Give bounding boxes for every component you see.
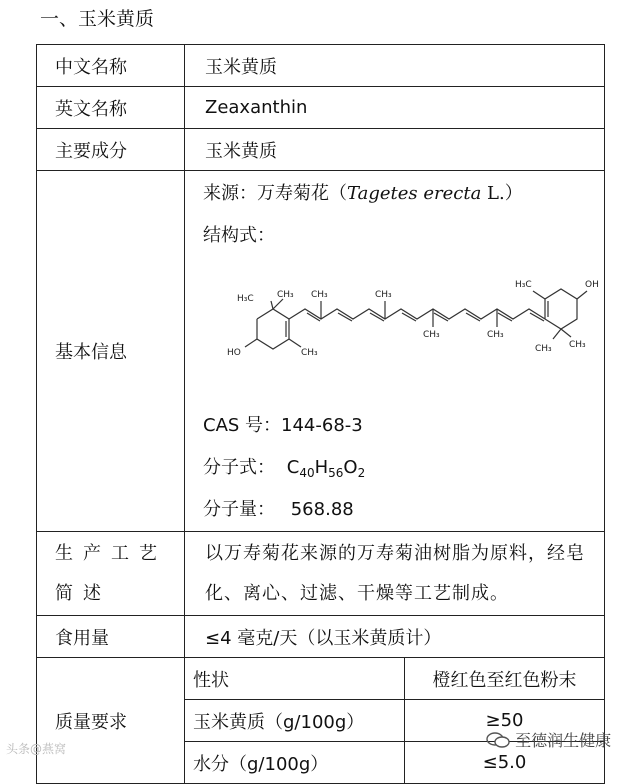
cas-line: CAS 号：144-68-3	[203, 415, 363, 436]
h3c-label-left: H₃C	[237, 294, 254, 304]
quality-item-value: ≥50	[405, 700, 605, 742]
spec-table	[36, 44, 605, 784]
cn-name-value: 玉米黄质	[185, 45, 605, 87]
row-process	[37, 532, 605, 616]
oh-label: OH	[585, 280, 599, 290]
row-quality-1	[37, 658, 605, 700]
watermark-right-text: 至德润生健康	[515, 731, 612, 750]
ch3-label-right-1: CH₃	[569, 340, 586, 350]
formula-h: H	[314, 457, 329, 478]
quality-label: 质量要求	[37, 658, 185, 784]
section-heading: 一、玉米黄质	[40, 8, 155, 30]
main-component-value: 玉米黄质	[185, 129, 605, 171]
ch3-label-right-2: CH₃	[535, 344, 552, 354]
source-prefix: 来源：万寿菊花（	[203, 183, 347, 204]
watermark-left: 头条@燕窝	[6, 742, 67, 756]
quality-item-value: 橙红色至红色粉末	[405, 658, 605, 700]
en-name-value: Zeaxanthin	[185, 87, 605, 129]
row-intake	[37, 616, 605, 658]
formula-o: O	[343, 457, 358, 478]
basic-info-cell	[185, 171, 605, 532]
formula-h-count: 56	[328, 466, 344, 480]
intake-value: ≤4 毫克/天（以玉米黄质计）	[185, 616, 605, 658]
ch3-label-chain-3: CH₃	[423, 330, 440, 340]
h3c-label-right: H₃C	[515, 280, 532, 290]
formula-line	[203, 447, 604, 489]
process-label: 生产工艺简述	[37, 532, 185, 616]
mw-line	[203, 489, 604, 531]
row-cn-name	[37, 45, 605, 87]
quality-item-name: 水分（g/100g）	[185, 742, 405, 784]
main-component-label: 主要成分	[37, 129, 185, 171]
watermark-right	[486, 728, 611, 751]
structure-label: 结构式：	[203, 225, 275, 246]
formula-c-count: 40	[299, 466, 315, 480]
row-basic-info	[37, 171, 605, 532]
ch3-label-chain-1: CH₃	[311, 290, 328, 300]
intake-label: 食用量	[37, 616, 185, 658]
en-name-label: 英文名称	[37, 87, 185, 129]
ch3-label-left-top: CH₃	[277, 290, 294, 300]
ch3-label-left-bottom: CH₃	[301, 348, 318, 358]
ho-label: HO	[227, 348, 241, 358]
row-en-name	[37, 87, 605, 129]
quality-item-value: ≤5.0	[405, 742, 605, 784]
ch3-label-chain-4: CH₃	[487, 330, 504, 340]
ch3-label-chain-2: CH₃	[375, 290, 392, 300]
quality-item-name: 性状	[185, 658, 405, 700]
source-line	[203, 173, 604, 215]
source-latin: Tagetes erecta	[347, 183, 482, 204]
wechat-icon	[486, 732, 510, 748]
quality-item-name: 玉米黄质（g/100g）	[185, 700, 405, 742]
structure-diagram	[203, 257, 604, 405]
basic-info-label: 基本信息	[37, 171, 185, 532]
cn-name-label: 中文名称	[37, 45, 185, 87]
formula-label: 分子式：	[203, 457, 275, 478]
zeaxanthin-structure-image	[213, 257, 613, 405]
mw-value: 568.88	[290, 499, 354, 520]
mw-label: 分子量：	[203, 499, 275, 520]
process-text: 以万寿菊花来源的万寿菊油树脂为原料，经皂化、离心、过滤、干燥等工艺制成。	[185, 532, 605, 616]
formula-o-count: 2	[357, 466, 366, 480]
formula-c: C	[286, 457, 300, 478]
formula-value	[287, 457, 366, 478]
source-suffix: L.）	[481, 183, 523, 204]
row-main-component	[37, 129, 605, 171]
